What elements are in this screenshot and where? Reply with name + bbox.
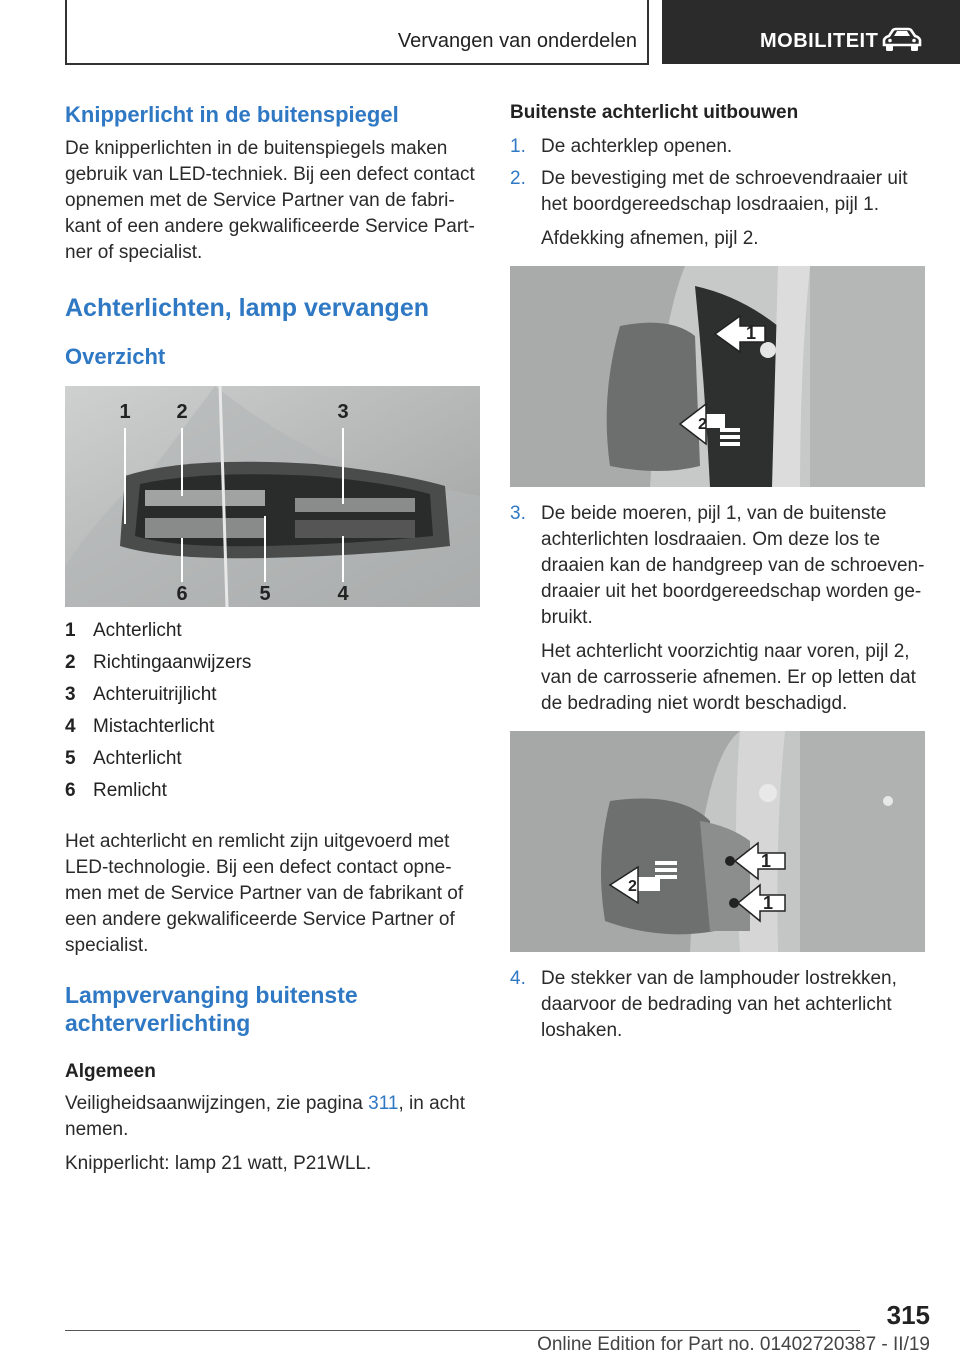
left-column xyxy=(65,100,483,1177)
legend-list xyxy=(65,615,483,807)
paragraph-mirror-indicator: De knipperlichten in de buitenspiegels maken gebruik van LED-techniek. Bij een defect contact opnemen met de Service Partner van de fabri-kant of een andere gekwalificeerde Service Part-ner of specialist. xyxy=(65,138,475,263)
paragraph-safety: Veiligheidsaanwijzingen, zie pagina 311, in acht nemen. xyxy=(65,1093,465,1140)
figure-label-arrow-2: 2 xyxy=(698,416,707,433)
legend-item: 6 Remlicht xyxy=(65,780,167,801)
figure-label-3: 3 xyxy=(337,401,349,423)
figure-label-5: 5 xyxy=(259,583,271,605)
car-icon xyxy=(880,27,924,53)
figure-rear-light-overview xyxy=(65,386,480,607)
step-3: 3. De beide moeren, pijl 1, van de buitenste achterlichten losdraaien. Om deze los te draaien kan de handgreep van de schroeven-draaier uit het boordgereedschap worden ge-bruikt. Het achterlicht voorzichtig naar voren, pijl 2, van de carrosserie afnemen. Er op letten dat de bedrading niet wordt beschadigd. xyxy=(510,503,925,714)
heading-mirror-indicator: Knipperlicht in de buitenspiegel xyxy=(65,102,399,127)
legend-item: 4 Mistachterlicht xyxy=(65,716,215,737)
heading-remove-rear-light: Buitenste achterlicht uitbouwen xyxy=(510,102,799,123)
heading-overview: Overzicht xyxy=(65,344,166,369)
chapter-tab[interactable] xyxy=(662,0,960,64)
footer-rule xyxy=(65,1330,860,1331)
figure-label-2: 2 xyxy=(176,401,188,423)
figure-label-pull-2: 2 xyxy=(628,878,637,895)
page-number: 315 xyxy=(886,1300,930,1330)
header-rule-right xyxy=(647,0,649,64)
legend-item: 2 Richtingaanwijzers xyxy=(65,652,252,673)
figure-label-1: 1 xyxy=(119,401,131,423)
step-2: 2. De bevestiging met de schroevendraaier uit het boordgereedschap losdraaien, pijl 1. Afdekking afnemen, pijl 2. xyxy=(510,168,908,249)
figure-label-6: 6 xyxy=(176,583,188,605)
step-1: 1. De achterklep openen. xyxy=(510,136,733,157)
legend-item: 3 Achteruitrijlicht xyxy=(65,684,217,705)
figure-label-arrow-1: 1 xyxy=(746,323,757,343)
edition-note: Online Edition for Part no. 01402720387 - II/19 xyxy=(537,1334,930,1355)
step-4: 4. De stekker van de lamphouder lostrekken, daarvoor de bedrading van het achterlicht loshaken. xyxy=(510,968,897,1041)
page-reference-link[interactable]: 311 xyxy=(368,1093,399,1114)
paragraph-bulb-spec: Knipperlicht: lamp 21 watt, P21WLL. xyxy=(65,1153,372,1174)
figure-cover-removal xyxy=(510,266,925,487)
heading-rear-lights: Achterlichten, lamp vervangen xyxy=(65,294,430,322)
figure-label-nut-1b: 1 xyxy=(763,893,774,913)
figure-label-nut-1a: 1 xyxy=(761,851,772,871)
legend-item: 1 Achterlicht xyxy=(65,620,182,641)
heading-general: Algemeen xyxy=(65,1061,156,1082)
section-title: Vervangen van onderdelen xyxy=(397,30,637,52)
heading-bulb-replacement: Lampvervanging buitenste achterverlichting xyxy=(65,982,358,1036)
chapter-label: MOBILITEIT xyxy=(760,30,879,52)
paragraph-led: Het achterlicht en remlicht zijn uitgevoerd met LED-technologie. Bij een defect contact opne-men met de Service Partner van de fabrikant of een andere gekwalificeerde Service Partner of specialist. xyxy=(65,831,464,956)
figure-label-4: 4 xyxy=(337,583,349,605)
header-rule-bottom xyxy=(65,63,649,65)
right-column xyxy=(510,100,930,1044)
figure-nut-removal xyxy=(510,731,925,952)
legend-item: 5 Achterlicht xyxy=(65,748,182,769)
